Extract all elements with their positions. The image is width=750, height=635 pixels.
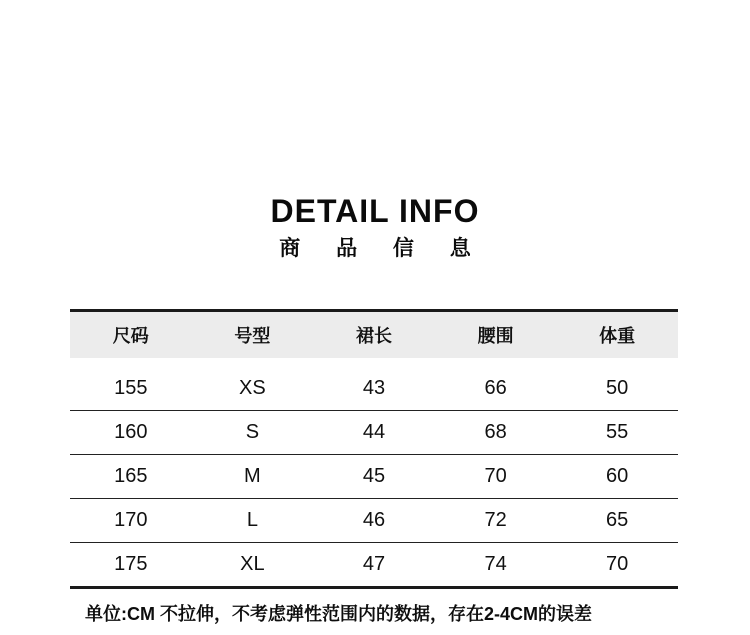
table-row	[70, 455, 678, 499]
cell-size: 165	[114, 465, 148, 487]
unit-note: 单位:CM 不拉伸，不考虑弹性范围内的数据，存在2-4CM的误差	[85, 604, 592, 624]
column-header-type: 号型	[234, 326, 271, 346]
cell-size: 155	[114, 377, 148, 399]
cell-weight: 65	[606, 509, 629, 531]
cell-skirt-length: 47	[362, 553, 386, 575]
cell-waist: 68	[484, 421, 507, 443]
table-row	[70, 411, 678, 455]
cell-size: 170	[114, 509, 148, 531]
cell-weight: 55	[606, 421, 629, 443]
cell-weight: 70	[606, 553, 629, 575]
cell-type: L	[246, 509, 258, 531]
cell-type: S	[245, 421, 260, 443]
column-header-waist: 腰围	[477, 326, 514, 346]
cell-skirt-length: 46	[362, 509, 386, 531]
cell-size: 175	[114, 553, 148, 575]
cell-waist: 74	[484, 553, 507, 575]
cell-type: XS	[239, 377, 266, 399]
size-chart-table	[70, 309, 678, 589]
column-header-size: 尺码	[112, 326, 149, 346]
column-header-skirt-length: 裙长	[355, 326, 392, 346]
cell-waist: 72	[484, 509, 507, 531]
cell-weight: 50	[606, 377, 629, 399]
detail-info-title: DETAIL INFO	[270, 193, 480, 229]
cell-waist: 70	[484, 465, 507, 487]
column-header-weight: 体重	[599, 326, 636, 346]
table-row	[70, 358, 678, 411]
cell-type: M	[244, 465, 261, 487]
cell-skirt-length: 43	[362, 377, 386, 399]
table-header-row	[70, 312, 678, 358]
cell-type: XL	[240, 553, 265, 575]
cell-skirt-length: 44	[362, 421, 386, 443]
table-row	[70, 499, 678, 543]
cell-waist: 66	[484, 377, 507, 399]
cell-size: 160	[114, 421, 148, 443]
cell-skirt-length: 45	[362, 465, 386, 487]
detail-info-subtitle: 商 品 信 息	[279, 237, 486, 260]
section-title	[0, 195, 750, 260]
table-row	[70, 543, 678, 586]
cell-weight: 60	[606, 465, 629, 487]
